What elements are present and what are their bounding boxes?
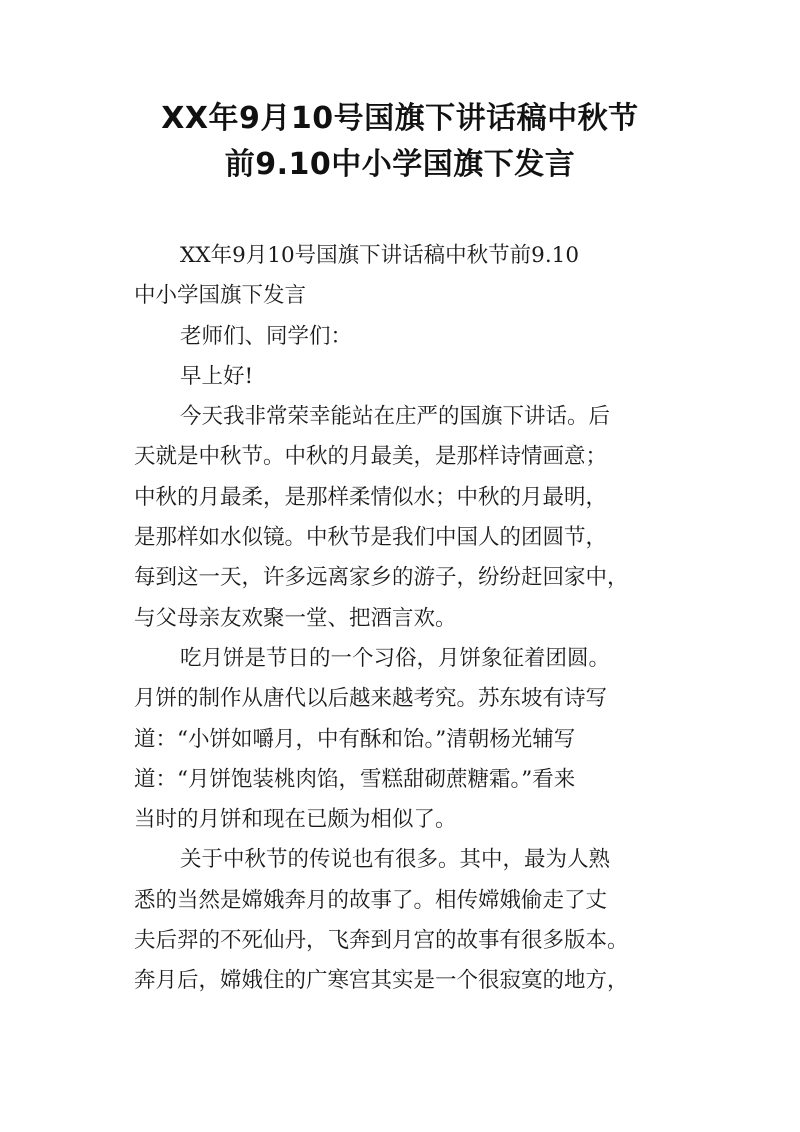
body-line: 当时的月饼和现在已颇为相似了。: [134, 807, 457, 833]
body-line: 奔月后，嫦娥住的广寒宫其实是一个很寂寞的地方，: [134, 968, 629, 994]
body-line: 吃月饼是节日的一个习俗，月饼象征着团圆。: [180, 645, 611, 671]
document-title: [100, 96, 700, 188]
title-line-1: XX年9月10号国旗下讲话稿中秋节: [161, 101, 639, 136]
body-line: 天就是中秋节。中秋的月最美，是那样诗情画意；: [134, 444, 608, 470]
body-line: XX年9月10号国旗下讲话稿中秋节前9.10: [180, 243, 580, 268]
body-line: 月饼的制作从唐代以后越来越考究。苏东坡有诗写: [134, 686, 608, 712]
body-line: 悉的当然是嫦娥奔月的故事了。相传嫦娥偷走了丈: [134, 887, 608, 913]
body-line: 每到这一天，许多远离家乡的游子，纷纷赶回家中，: [134, 565, 629, 591]
body-line: 今天我非常荣幸能站在庄严的国旗下讲话。后: [180, 404, 611, 430]
document-body: [134, 236, 674, 1002]
body-line: 关于中秋节的传说也有很多。其中，最为人熟: [180, 847, 611, 873]
body-line: 夫后羿的不死仙丹，飞奔到月宫的故事有很多版本。: [134, 928, 629, 954]
body-line: 道：“月饼饱装桃肉馅，雪糕甜砌蔗糖霜。”看来: [134, 766, 576, 792]
title-line-2: 前9.10中小学国旗下发言: [224, 147, 576, 182]
salutation: 老师们、同学们：: [180, 323, 353, 349]
body-line: 中小学国旗下发言: [134, 283, 307, 309]
greeting: 早上好!: [180, 363, 254, 389]
body-line: 中秋的月最柔，是那样柔情似水；中秋的月最明，: [134, 484, 608, 510]
body-line: 道：“小饼如嚼月，中有酥和饴。”清朝杨光辅写: [134, 726, 576, 752]
body-line: 与父母亲友欢聚一堂、把酒言欢。: [134, 605, 457, 631]
body-line: 是那样如水似镜。中秋节是我们中国人的团圆节，: [134, 525, 608, 551]
